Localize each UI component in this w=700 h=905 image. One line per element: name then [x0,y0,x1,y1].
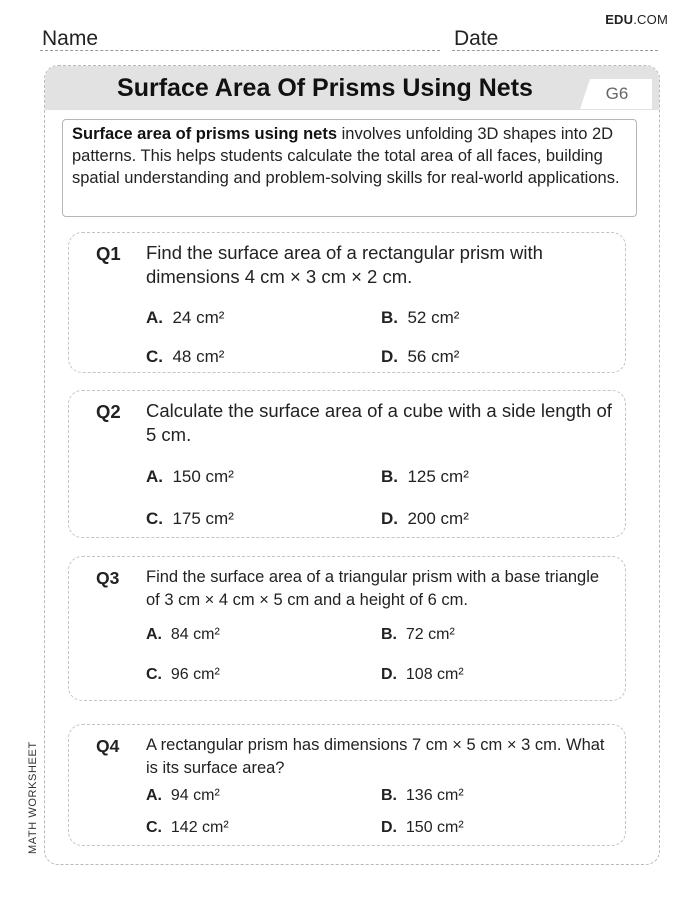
intro-box [62,119,637,217]
option-b[interactable]: B. 72 cm² [381,626,455,643]
option-d[interactable]: D. 200 cm² [381,509,469,528]
question-text: Find the surface area of a rectangular prism with dimensions 4 cm × 3 cm × 2 cm. [146,242,543,287]
option-b[interactable]: B. 52 cm² [381,308,460,327]
option-c[interactable]: C. 142 cm² [146,819,229,836]
date-label: Date [454,27,499,50]
question-number: Q2 [96,401,121,422]
question-number: Q1 [96,243,121,264]
name-field[interactable] [40,28,440,51]
question-card-1 [68,232,626,373]
option-c[interactable]: C. 96 cm² [146,666,220,683]
option-a[interactable]: A. 150 cm² [146,467,234,486]
question-text: Find the surface area of a triangular prism with a base triangle of 3 cm × 4 cm × 5 cm and a height of 6 cm. [146,568,600,609]
intro-lead: Surface area of prisms using nets [72,125,338,143]
question-text: A rectangular prism has dimensions 7 cm × 5 cm × 3 cm. What is its surface area? [146,736,605,777]
question-card-3 [68,556,626,701]
option-a[interactable]: A. 84 cm² [146,626,220,643]
page-title: Surface Area Of Prisms Using Nets [117,74,533,102]
option-d[interactable]: D. 56 cm² [381,347,460,366]
option-b[interactable]: B. 136 cm² [381,787,464,804]
intro-text: involves unfolding 3D shapes into 2D patterns. This helps students calculate the total area of all faces, building spatial understanding and problem-solving skills for real-world applications. [72,125,620,187]
option-c[interactable]: C. 48 cm² [146,347,225,366]
question-number: Q4 [96,736,120,756]
option-a[interactable]: A. 94 cm² [146,787,220,804]
option-c[interactable]: C. 175 cm² [146,509,234,528]
option-d[interactable]: D. 108 cm² [381,666,464,683]
question-card-4 [68,724,626,846]
option-b[interactable]: B. 125 cm² [381,467,469,486]
option-d[interactable]: D. 150 cm² [381,819,464,836]
side-label: MATH WORKSHEET [27,741,39,854]
date-field[interactable] [452,28,658,51]
question-card-2 [68,390,626,538]
question-text: Calculate the surface area of a cube with a side length of 5 cm. [146,400,612,445]
option-a[interactable]: A. 24 cm² [146,308,225,327]
grade-badge: G6 [605,84,629,103]
name-label: Name [42,27,99,50]
question-number: Q3 [96,568,120,588]
brand-logo: EDU.COM [605,12,668,27]
